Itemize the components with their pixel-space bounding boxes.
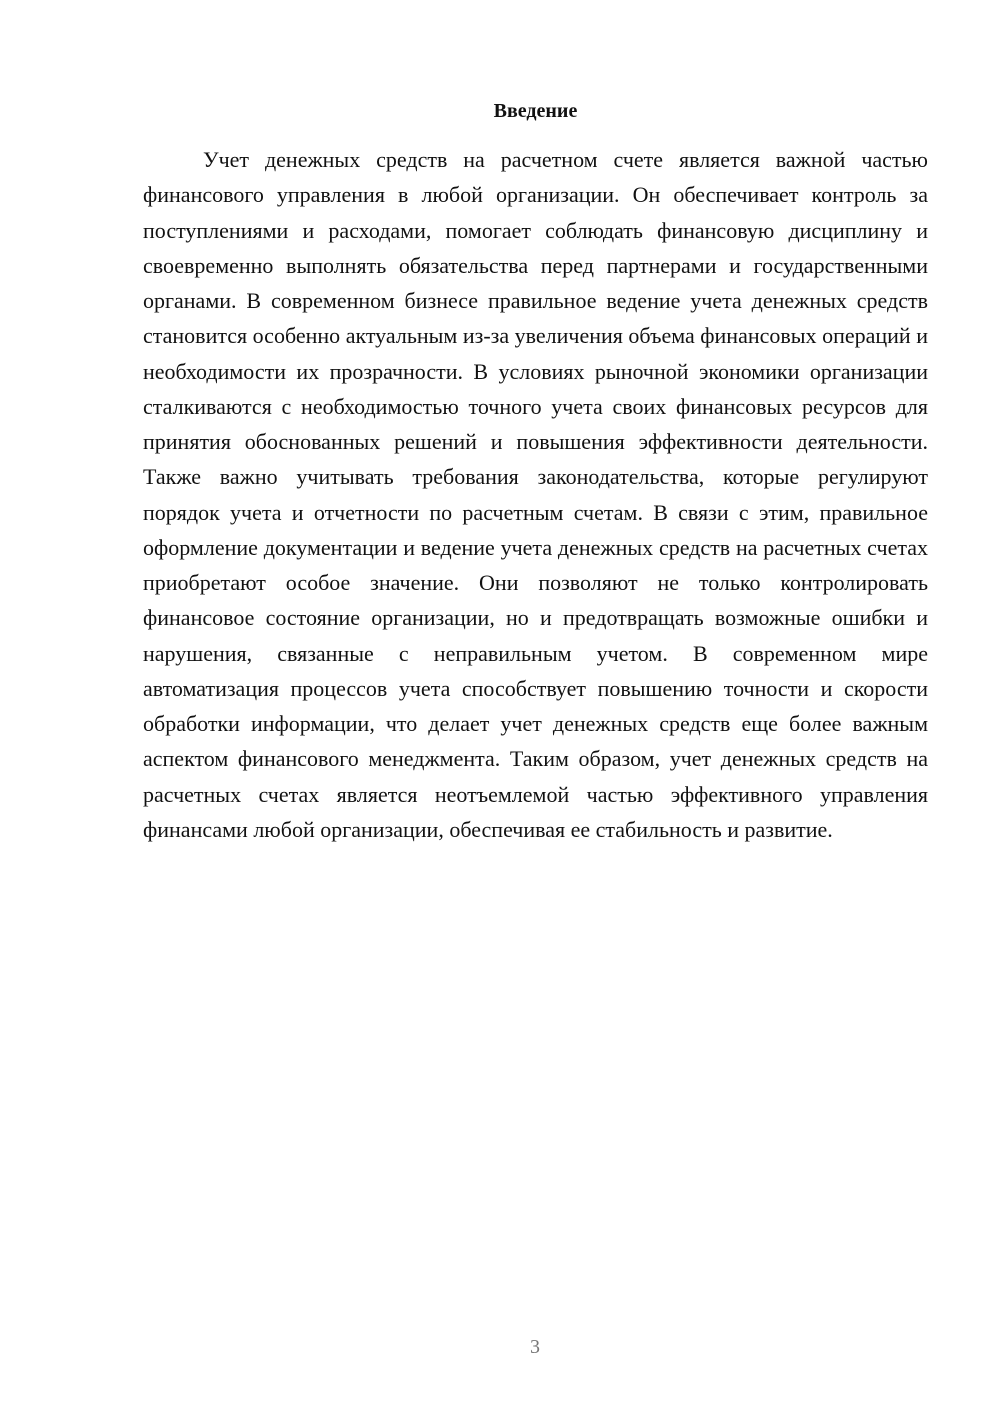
section-title: Введение	[493, 100, 578, 122]
intro-paragraph: Учет денежных средств на расчетном счете является важной частью финансового управления в любой организации. Он обеспечивает контроль за поступлениями и расходами, помогает соблюдать финансовую дисциплину и своевременно выполнять обязательства перед партнерами и государственными органами. В современном бизнесе правильное ведение учета денежных средств становится особенно актуальным из-за увеличения объема финансовых операций и необходимости их прозрачности. В условиях рыночной экономики организации сталкиваются с необходимостью точного учета своих финансовых ресурсов для принятия обоснованных решений и повышения эффективности деятельности. Также важно учитывать требования законодательства, которые регулируют порядок учета и отчетности по расчетным счетам. В связи с этим, правильное оформление документации и ведение учета денежных средств на расчетных счетах приобретают особое значение. Они позволяют не только контролировать финансовое состояние организации, но и предотвращать возможные ошибки и нарушения, связанные с неправильным учетом. В современном мире автоматизация процессов учета способствует повышению точности и скорости обработки информации, что делает учет денежных средств еще более важным аспектом финансового менеджмента. Таким образом, учет денежных средств на расчетных счетах является неотъемлемой частью эффективного управления финансами любой организации, обеспечивая ее стабильность и развитие.	[143, 147, 928, 842]
page-number: 3	[530, 1336, 540, 1358]
